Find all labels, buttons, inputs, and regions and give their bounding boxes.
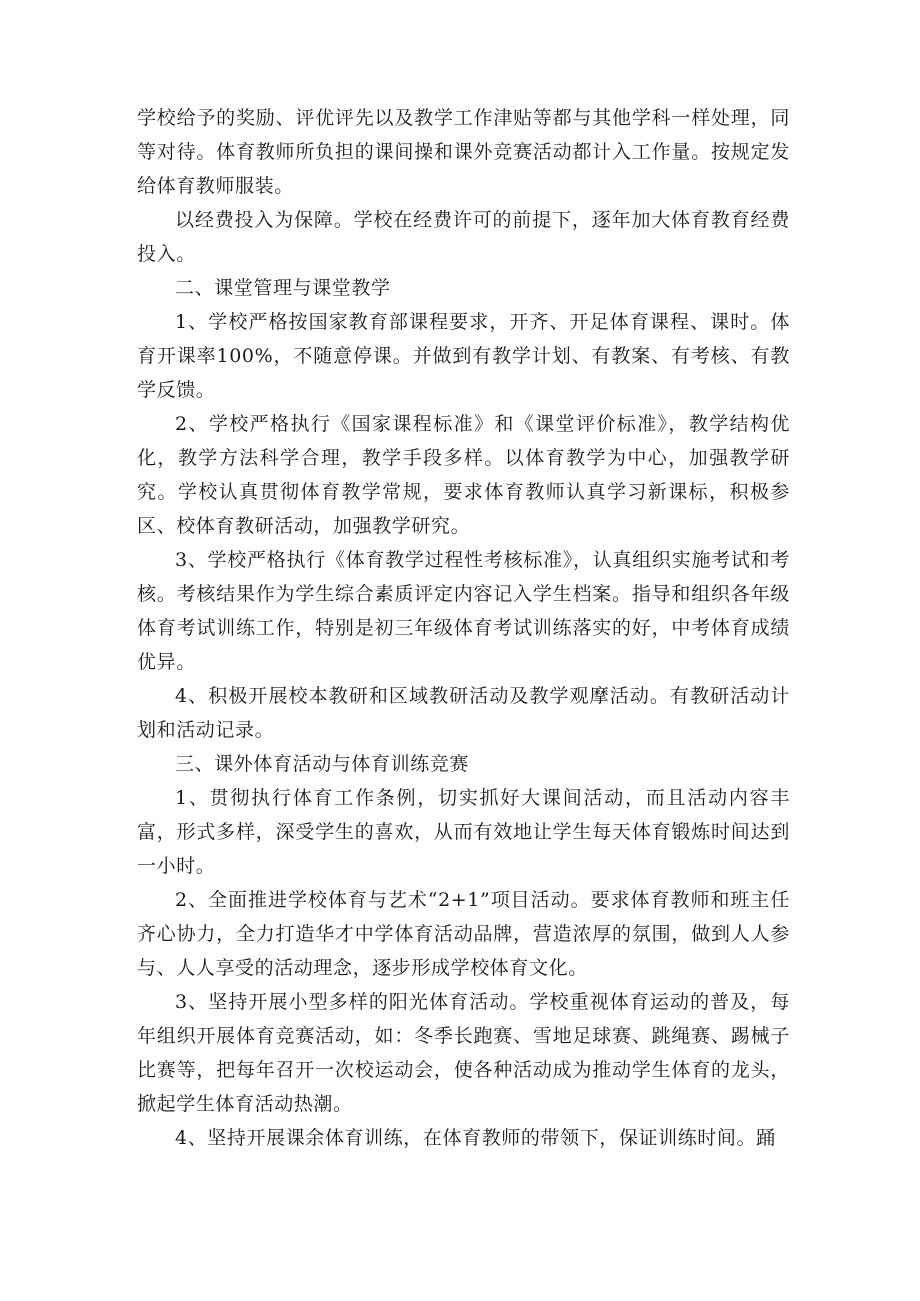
paragraph-5: 3、学校严格执行《体育教学过程性考核标准》，认真组织实施考试和考核。考核结果作为学生综合素质评定内容记入学生档案。指导和组织各年级体育考试训练工作，特别是初三年级体育考试训练落实的好，中考体育成绩优异。 [137,549,790,673]
paragraph-6: 4、积极开展校本教研和区域教研活动及教学观摩活动。有教研活动计划和活动记录。 [137,685,790,741]
paragraph-4: 2、学校严格执行《国家课程标准》和《课堂评价标准》，教学结构优化，教学方法科学合理，教学手段多样。以体育教学为中心，加强教学研究。学校认真贯彻体育教学常规，要求体育教师认真学习新课标，积极参区、校体育教研活动，加强教学研究。 [137,413,790,537]
paragraph-2: 以经费投入为保障。学校在经费许可的前提下，逐年加大体育教育经费投入。 [137,209,790,265]
paragraph-1: 学校给予的奖励、评优评先以及教学工作津贴等都与其他学科一样处理，同等对待。体育教师所负担的课间操和课外竞赛活动都计入工作量。按规定发给体育教师服装。 [137,107,790,197]
paragraph-8: 2、全面推进学校体育与艺术“2+1”项目活动。要求体育教师和班主任齐心协力，全力打造华才中学体育活动品牌，营造浓厚的氛围，做到人人参与、人人享受的活动理念，逐步形成学校体育文化。 [137,889,790,979]
section-heading-3: 三、课外体育活动与体育训练竞赛 [175,753,470,775]
paragraph-10: 4、坚持开展课余体育训练，在体育教师的带领下，保证训练时间。踊 [175,1127,776,1149]
paragraph-7: 1、贯彻执行体育工作条例，切实抓好大课间活动，而且活动内容丰富，形式多样，深受学生的喜欢，从而有效地让学生每天体育锻炼时间达到一小时。 [137,787,790,877]
paragraph-3: 1、学校严格按国家教育部课程要求，开齐、开足体育课程、课时。体育开课率100%，不随意停课。并做到有教学计划、有教案、有考核、有教学反馈。 [137,311,790,401]
paragraph-9: 3、坚持开展小型多样的阳光体育活动。学校重视体育运动的普及，每年组织开展体育竞赛活动，如：冬季长跑赛、雪地足球赛、跳绳赛、踢械子比赛等，把每年召开一次校运动会，使各种活动成为推动学生体育的龙头，掀起学生体育活动热潮。 [137,991,790,1115]
section-heading-2: 二、课堂管理与课堂教学 [175,277,391,299]
